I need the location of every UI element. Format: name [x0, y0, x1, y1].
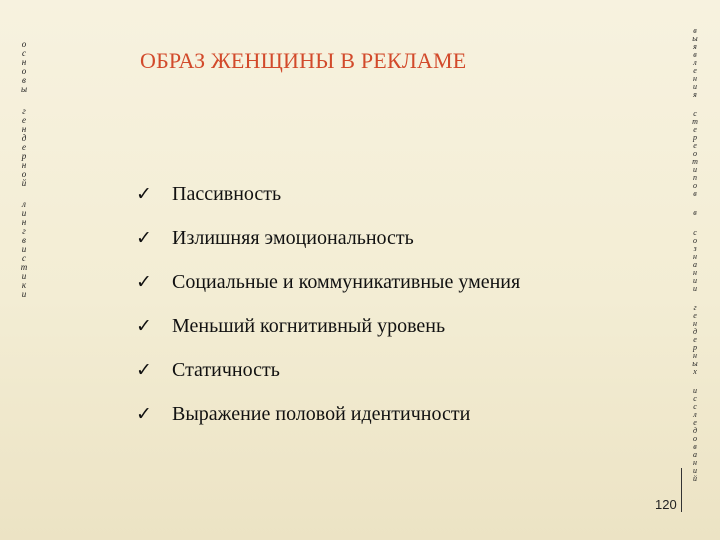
- slide-title: ОБРАЗ ЖЕНЩИНЫ В РЕКЛАМЕ: [140, 48, 467, 73]
- page-number: 120: [655, 497, 677, 512]
- bullet-item: [136, 216, 520, 260]
- right-vertical-text: [688, 26, 702, 482]
- check-icon: ✓: [136, 315, 152, 337]
- check-icon: ✓: [136, 183, 152, 205]
- bullet-text: Пассивность: [172, 182, 282, 205]
- check-icon: ✓: [136, 359, 152, 381]
- left-vertical-text: [16, 38, 32, 300]
- bullet-item: [136, 304, 520, 348]
- bullet-text: Социальные и коммуникативные умения: [172, 270, 521, 293]
- bullet-text: Излишняя эмоциональность: [172, 226, 414, 249]
- bullet-list: [136, 172, 520, 436]
- left-vertical-text-content: о с н о в ы г е н д е р н о й л и н г в и с т и к и: [20, 39, 28, 300]
- check-icon: ✓: [136, 403, 152, 425]
- bullet-text: Меньший когнитивный уровень: [172, 314, 446, 337]
- bullet-item: [136, 392, 520, 436]
- bullet-item: [136, 260, 520, 304]
- right-vertical-text-content: в ы я в л е н и я с т е р е о т и п о в в с о з н а н и и г е н д е р н ы х и с с л е д о в а н и й: [692, 26, 698, 483]
- check-icon: ✓: [136, 271, 152, 293]
- bullet-text: Выражение половой идентичности: [172, 402, 471, 425]
- bullet-item: [136, 172, 520, 216]
- page-number-divider: [681, 468, 682, 512]
- bullet-item: [136, 348, 520, 392]
- check-icon: ✓: [136, 227, 152, 249]
- bullet-text: Статичность: [172, 358, 280, 381]
